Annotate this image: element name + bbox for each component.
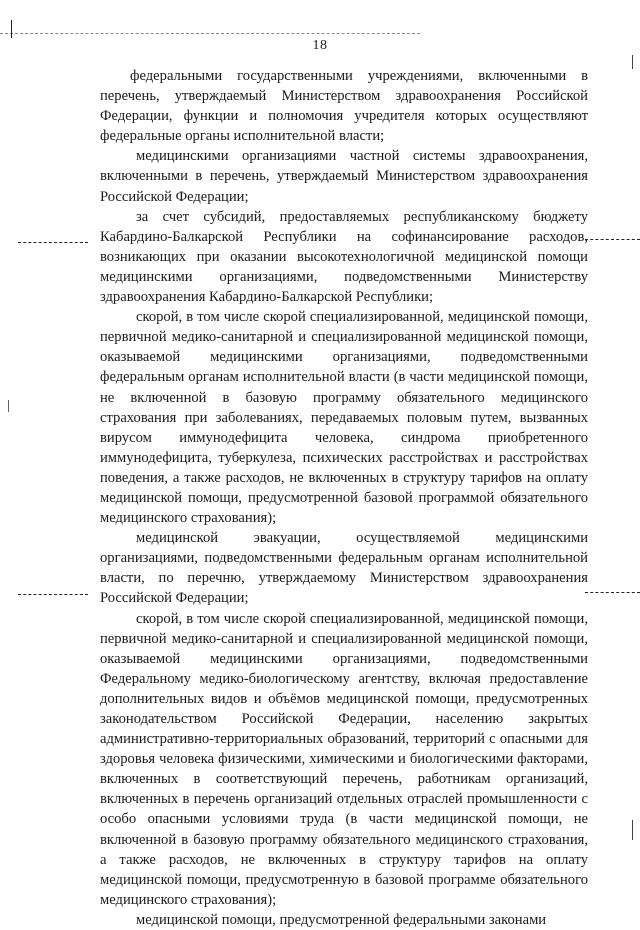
page-number: 18: [312, 38, 328, 53]
scan-right-mark-top: [632, 55, 633, 69]
scan-dash-right-2: [585, 592, 640, 593]
paragraph: медицинскими организациями частной системы здравоохранения, включенными в перечень, утверждаемый Министерством здравоохранения Российской Федерации;: [100, 148, 588, 205]
paragraph: скорой, в том числе скорой специализированной, медицинской помощи, первичной медико-санитарной и специализированной медицинской помощи, оказываемой медицинскими организациями, подведомственными Федеральному медико-биологическому агентству, включая предоставление дополнительных видов и объёмов медицинской помощи, предусмотренных законодательством Российской Федерации, населению закрытых административно-территориальных образований, территорий с опасными для здоровья человека физическими, химическими и биологическими факторами, включенных в соответствующий перечень, работникам организаций, включенных в перечень организаций отдельных отраслей промышленности с особо опасными условиями труда (в части медицинской помощи, не включенной в базовую программу обязательного медицинского страхования, а также расходов, не включенных в структуру тарифов на оплату медицинской помощи, предусмотренную в базовой программе обязательного медицинского страхования);: [100, 610, 588, 908]
scan-right-mark-bottom: [632, 820, 633, 840]
paragraph: медицинской эвакуации, осуществляемой медицинскими организациями, подведомственными федеральным органам исполнительной власти, по перечню, утверждаемому Министерством здравоохранения Российской Федерации;: [100, 530, 588, 607]
scan-top-dashes: [0, 33, 420, 34]
scan-left-tick: [8, 400, 9, 412]
paragraph: за счет субсидий, предоставляемых республиканскому бюджету Кабардино-Балкарской Республики на софинансирование расходов, возникающих при оказании высокотехнологичной медицинской помощи медицинскими организациями, подведомственными Министерству здравоохранения Кабардино-Балкарской Республики;: [100, 208, 588, 306]
paragraph: скорой, в том числе скорой специализированной, медицинской помощи, первичной медико-санитарной и специализированной медицинской помощи, оказываемой медицинскими организациями, подведомственными федеральным органам исполнительной власти (в части медицинской помощи, не включенной в базовую программу обязательного медицинского страхования при заболеваниях, передаваемых половым путем, вызванных вирусом иммунодефицита человека, синдрома приобретенного иммунодефицита, туберкулеза, психических расстройствах и расстройствах поведения, а также расходов, не включенных в структуру тарифов на оплату медицинской помощи, предусмотренной базовой программой обязательного медицинского страхования);: [100, 309, 588, 527]
paragraph: медицинской помощи, предусмотренной федеральными законами: [136, 911, 547, 928]
scan-left-mark: [11, 20, 12, 38]
scan-dash-left-2: [18, 594, 88, 595]
scan-dash-right-1: [585, 239, 640, 240]
paragraph: федеральными государственными учреждениями, включенными в перечень, утверждаемый Министерством здравоохранения Российской Федерации, функции и полномочия учредителя которых осуществляют федеральные органы исполнительной власти;: [100, 68, 588, 145]
scan-dash-left-1: [18, 242, 88, 243]
document-body: [100, 66, 588, 930]
